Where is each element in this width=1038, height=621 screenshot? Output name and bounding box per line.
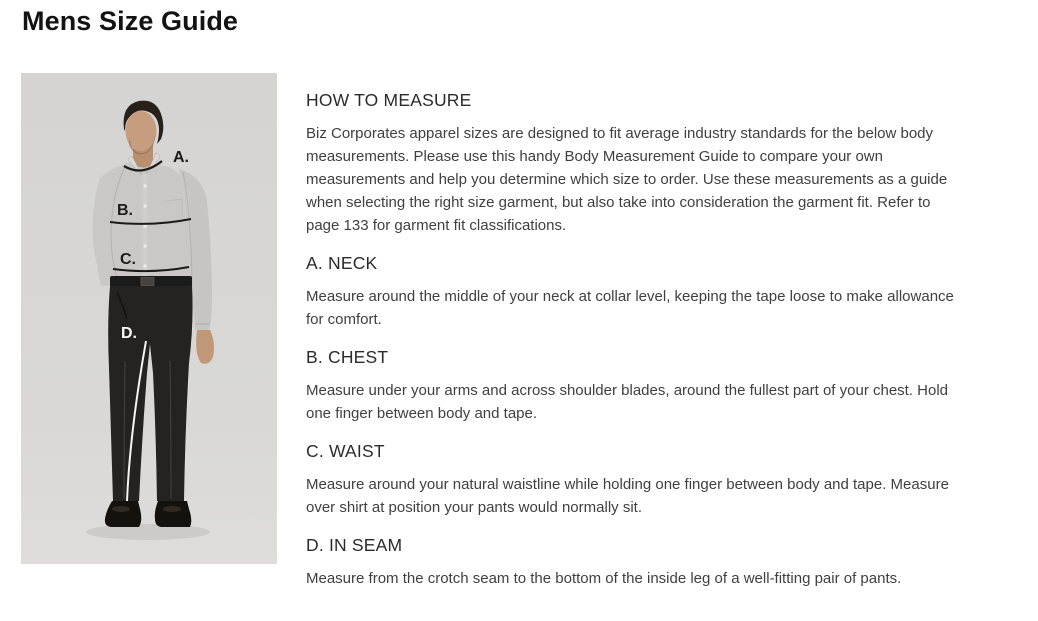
content-area — [21, 73, 954, 590]
measurement-guide-image — [21, 73, 277, 564]
label-neck: A. — [173, 149, 189, 166]
model-figure-illustration — [21, 73, 277, 564]
section-chest — [306, 348, 954, 425]
shoe-left — [105, 501, 141, 527]
page-title: Mens Size Guide — [22, 6, 239, 36]
how-to-measure-body: Biz Corporates apparel sizes are designed to fit average industry standards for the below body measurements. Please use this handy Body Measurement Guide to compare your own measurements and help you determine which size to order. Use these measurements as a guide when selecting the right size garment, but also take into consideration the garment fit. Refer to page 133 for garment fit classifications. — [306, 125, 948, 234]
neck-heading: A. NECK — [306, 253, 378, 273]
section-how-to-measure — [306, 91, 954, 237]
section-waist — [306, 442, 954, 519]
inseam-heading: D. IN SEAM — [306, 535, 403, 555]
neck-body: Measure around the middle of your neck at collar level, keeping the tape loose to make allowance for comfort. — [306, 288, 954, 328]
how-to-measure-heading: HOW TO MEASURE — [306, 90, 472, 110]
chest-heading: B. CHEST — [306, 347, 389, 367]
floor-shadow — [86, 524, 210, 540]
waist-heading: C. WAIST — [306, 441, 385, 461]
belt-buckle — [141, 278, 154, 286]
label-waist: C. — [120, 251, 136, 268]
inseam-body: Measure from the crotch seam to the bottom of the inside leg of a well-fitting pair of pants. — [306, 570, 902, 587]
chest-body: Measure under your arms and across shoulder blades, around the fullest part of your chest. Hold one finger between body and tape. — [306, 382, 949, 422]
waist-body: Measure around your natural waistline while holding one finger between body and tape. Measure over shirt at position your pants would normally sit. — [306, 476, 949, 516]
label-inseam: D. — [121, 325, 137, 342]
label-chest: B. — [117, 202, 133, 219]
shoe-right — [155, 501, 191, 527]
section-inseam — [306, 536, 954, 590]
section-neck — [306, 254, 954, 331]
shirt-placket — [143, 174, 148, 285]
model-right-hand — [196, 330, 214, 364]
measure-guide-text — [306, 73, 954, 590]
